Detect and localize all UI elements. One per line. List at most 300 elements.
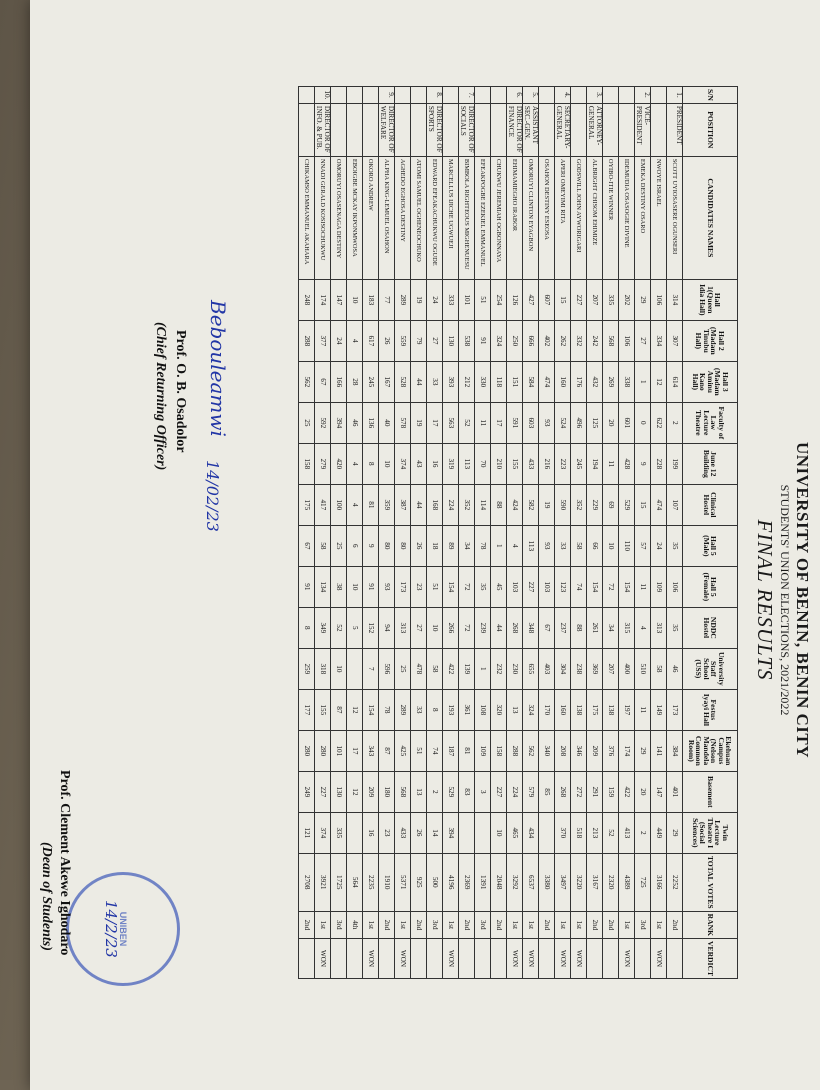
vote-cell: 125 [587, 402, 603, 443]
vote-cell: 1 [491, 525, 507, 566]
vote-cell: 422 [443, 648, 459, 689]
verdict-cell [331, 939, 347, 979]
vote-cell: 170 [539, 689, 555, 730]
vote-cell: 175 [587, 689, 603, 730]
returning-officer-signature: Bebouleamwi [206, 300, 230, 437]
vote-cell: 524 [555, 402, 571, 443]
vote-cell: 81 [363, 484, 379, 525]
rank-cell: 2nd [379, 911, 395, 938]
vote-cell: 27 [635, 320, 651, 361]
vote-cell: 592 [315, 402, 331, 443]
column-header: Hall 5 (Female) [683, 566, 738, 607]
position-cell [491, 103, 507, 156]
vote-cell: 304 [555, 648, 571, 689]
vote-cell: 14 [427, 812, 443, 853]
table-row [363, 87, 379, 979]
vote-cell: 209 [587, 730, 603, 771]
vote-cell: 17 [347, 730, 363, 771]
vote-cell: 107 [667, 484, 683, 525]
vote-cell: 10 [331, 648, 347, 689]
vote-cell: 160 [555, 361, 571, 402]
vote-cell: 158 [491, 730, 507, 771]
position-cell [299, 103, 315, 156]
vote-cell: 88 [571, 607, 587, 648]
vote-cell: 207 [587, 279, 603, 320]
candidate-name-cell: APERI OMEYIMI RITA [555, 156, 571, 279]
verdict-cell: WON [523, 939, 539, 979]
table-row [459, 87, 475, 979]
serial-number-cell [539, 87, 555, 104]
vote-cell: 474 [651, 484, 667, 525]
rank-cell: 2nd [603, 911, 619, 938]
vote-cell: 228 [651, 443, 667, 484]
vote-cell: 13 [507, 689, 523, 730]
table-row [427, 87, 443, 979]
vote-cell: 384 [667, 730, 683, 771]
table-row [651, 87, 667, 979]
vote-cell: 100 [331, 484, 347, 525]
results-table [298, 86, 738, 979]
vote-cell: 0 [635, 402, 651, 443]
vote-cell: 538 [459, 320, 475, 361]
vote-cell: 83 [459, 771, 475, 812]
vote-cell: 330 [475, 361, 491, 402]
vote-cell: 138 [571, 689, 587, 730]
rank-cell: 1st [651, 911, 667, 938]
table-row [475, 87, 491, 979]
vote-cell: 44 [411, 361, 427, 402]
vote-cell: 2 [635, 812, 651, 853]
vote-cell: 67 [315, 361, 331, 402]
total-votes-cell: 725 [635, 853, 651, 911]
vote-cell: 223 [555, 443, 571, 484]
vote-cell: 279 [315, 443, 331, 484]
vote-cell: 434 [523, 812, 539, 853]
vote-cell: 80 [395, 525, 411, 566]
column-header: VERDICT [683, 939, 738, 979]
serial-number-cell: 6. [507, 87, 523, 104]
vote-cell: 24 [331, 320, 347, 361]
vote-cell: 187 [443, 730, 459, 771]
university-title: UNIVERSITY OF BENIN, BENIN CITY [793, 441, 812, 759]
position-cell [651, 103, 667, 156]
candidate-name-cell: OMORUYI OSASENAGA DESTINY [331, 156, 347, 279]
table-row [443, 87, 459, 979]
vote-cell: 52 [331, 607, 347, 648]
table-row [331, 87, 347, 979]
vote-cell: 173 [667, 689, 683, 730]
vote-cell: 239 [475, 607, 491, 648]
candidate-name-cell: ALPHA KING-LEMUEL OSAHON [379, 156, 395, 279]
vote-cell: 315 [619, 607, 635, 648]
rank-cell: 4th [347, 911, 363, 938]
vote-cell: 10 [603, 525, 619, 566]
vote-cell: 29 [667, 812, 683, 853]
position-cell [347, 103, 363, 156]
serial-number-cell: 7. [459, 87, 475, 104]
vote-cell: 44 [411, 484, 427, 525]
verdict-cell [411, 939, 427, 979]
dean-title: (Dean of Students) [39, 842, 54, 951]
column-header: Ekehuan Campus (Nelson Mandela Common Room) [683, 730, 738, 771]
vote-cell: 224 [507, 771, 523, 812]
vote-cell: 387 [395, 484, 411, 525]
serial-number-cell [475, 87, 491, 104]
candidate-name-cell: IDEMUDIA OSASOGIE DIVINE [619, 156, 635, 279]
vote-cell: 44 [491, 607, 507, 648]
position-cell: DIRECTOR OF SOCIALS [459, 103, 475, 156]
vote-cell: 29 [635, 730, 651, 771]
vote-cell: 11 [635, 566, 651, 607]
total-votes-cell: 2708 [299, 853, 315, 911]
total-votes-cell: 564 [347, 853, 363, 911]
vote-cell: 40 [379, 402, 395, 443]
candidate-name-cell: ATOMI SAMUEL OGHENEOCHUKO [411, 156, 427, 279]
candidate-name-cell: GODSWILL JOHN AYWORIGARI [571, 156, 587, 279]
vote-cell: 280 [299, 730, 315, 771]
vote-cell: 590 [555, 484, 571, 525]
serial-number-cell: 1. [667, 87, 683, 104]
vote-cell: 106 [667, 566, 683, 607]
vote-cell: 422 [619, 771, 635, 812]
table-row [347, 87, 363, 979]
vote-cell: 26 [379, 320, 395, 361]
vote-cell: 93 [539, 525, 555, 566]
serial-number-cell: 3. [587, 87, 603, 104]
vote-cell: 52 [603, 812, 619, 853]
vote-cell: 578 [395, 402, 411, 443]
rank-cell: 3rd [427, 911, 443, 938]
position-cell [395, 103, 411, 156]
verdict-cell: WON [443, 939, 459, 979]
vote-cell: 158 [299, 443, 315, 484]
vote-cell: 155 [315, 689, 331, 730]
vote-cell: 245 [363, 361, 379, 402]
position-cell: VICE-PRESIDENT [635, 103, 651, 156]
candidate-name-cell: BIMBOLA RIGHTEOUS MIGHENUESU [459, 156, 475, 279]
dean-name: Prof. Clement Akewe Ighodaro [57, 770, 72, 956]
verdict-cell: WON [363, 939, 379, 979]
vote-cell: 655 [523, 648, 539, 689]
vote-cell: 352 [459, 484, 475, 525]
vote-cell: 151 [507, 361, 523, 402]
vote-cell: 19 [411, 402, 427, 443]
vote-cell: 227 [523, 566, 539, 607]
vote-cell: 24 [651, 525, 667, 566]
vote-cell: 33 [427, 361, 443, 402]
column-header: Faculty of Law Lecture Theatre [683, 402, 738, 443]
vote-cell: 262 [555, 320, 571, 361]
vote-cell: 568 [603, 320, 619, 361]
vote-cell: 15 [555, 279, 571, 320]
vote-cell: 332 [571, 320, 587, 361]
vote-cell: 28 [347, 361, 363, 402]
vote-cell: 155 [507, 443, 523, 484]
vote-cell: 193 [443, 689, 459, 730]
vote-cell: 529 [443, 771, 459, 812]
vote-cell: 154 [619, 566, 635, 607]
vote-cell: 288 [299, 320, 315, 361]
results-sheet [30, 0, 820, 1090]
vote-cell: 370 [555, 812, 571, 853]
vote-cell: 10 [491, 812, 507, 853]
results-heading: FINAL RESULTS [753, 519, 777, 681]
vote-cell: 420 [331, 443, 347, 484]
verdict-cell: WON [619, 939, 635, 979]
vote-cell: 123 [555, 566, 571, 607]
rank-cell: 1st [619, 911, 635, 938]
verdict-cell [459, 939, 475, 979]
vote-cell: 78 [379, 689, 395, 730]
vote-cell: 343 [363, 730, 379, 771]
vote-cell: 93 [379, 566, 395, 607]
vote-cell: 147 [651, 771, 667, 812]
table-row [379, 87, 395, 979]
vote-cell: 349 [315, 607, 331, 648]
table-row [507, 87, 523, 979]
verdict-cell [299, 939, 315, 979]
vote-cell: 121 [299, 812, 315, 853]
vote-cell: 478 [411, 648, 427, 689]
table-row [555, 87, 571, 979]
total-votes-cell: 2235 [363, 853, 379, 911]
vote-cell: 177 [299, 689, 315, 730]
vote-cell: 10 [379, 443, 395, 484]
vote-cell: 314 [667, 279, 683, 320]
vote-cell: 10 [347, 566, 363, 607]
vote-cell: 1 [635, 361, 651, 402]
position-cell [443, 103, 459, 156]
vote-cell: 23 [411, 566, 427, 607]
vote-cell: 210 [491, 443, 507, 484]
position-cell: DIRECTOR OF FINANCE [507, 103, 523, 156]
vote-cell: 2 [667, 402, 683, 443]
vote-cell: 4 [347, 484, 363, 525]
vote-cell: 425 [395, 730, 411, 771]
vote-cell: 19 [411, 279, 427, 320]
vote-cell: 72 [603, 566, 619, 607]
vote-cell: 138 [603, 689, 619, 730]
verdict-cell: WON [315, 939, 331, 979]
vote-cell: 45 [491, 566, 507, 607]
total-votes-cell: 3921 [315, 853, 331, 911]
vote-cell: 15 [635, 484, 651, 525]
table-row [315, 87, 331, 979]
position-cell [363, 103, 379, 156]
candidate-name-cell: OSAHON DESTINY ESEOSA [539, 156, 555, 279]
position-cell: DIRECTOR OF SPORTS [427, 103, 443, 156]
total-votes-cell: 3380 [539, 853, 555, 911]
vote-cell: 103 [507, 566, 523, 607]
table-row [635, 87, 651, 979]
verdict-cell [635, 939, 651, 979]
official-stamp [66, 872, 180, 986]
vote-cell: 23 [379, 812, 395, 853]
rank-cell: 2nd [667, 911, 683, 938]
vote-cell: 160 [555, 689, 571, 730]
candidate-name-cell: EDWARD EFEAKACHUKWU OGUDE [427, 156, 443, 279]
vote-cell: 601 [619, 402, 635, 443]
column-header: RANK [683, 911, 738, 938]
vote-cell: 5 [347, 607, 363, 648]
position-cell: DIRECTOR OF INFO. & PUB. [315, 103, 331, 156]
vote-cell: 424 [507, 484, 523, 525]
verdict-cell [347, 939, 363, 979]
total-votes-cell: 5371 [395, 853, 411, 911]
verdict-cell [603, 939, 619, 979]
vote-cell: 11 [475, 402, 491, 443]
vote-cell: 666 [523, 320, 539, 361]
vote-cell: 563 [443, 402, 459, 443]
vote-cell: 249 [299, 771, 315, 812]
table-row [603, 87, 619, 979]
vote-cell: 269 [603, 361, 619, 402]
vote-cell: 88 [491, 484, 507, 525]
vote-cell: 394 [443, 812, 459, 853]
vote-cell: 66 [587, 525, 603, 566]
vote-cell: 369 [587, 648, 603, 689]
vote-cell: 318 [315, 648, 331, 689]
vote-cell [475, 812, 491, 853]
vote-cell: 58 [651, 648, 667, 689]
vote-cell: 106 [651, 279, 667, 320]
vote-cell: 35 [667, 525, 683, 566]
serial-number-cell [347, 87, 363, 104]
vote-cell: 11 [603, 443, 619, 484]
vote-cell [347, 812, 363, 853]
vote-cell: 109 [475, 730, 491, 771]
vote-cell: 245 [571, 443, 587, 484]
vote-cell: 614 [667, 361, 683, 402]
serial-number-cell: 9. [379, 87, 395, 104]
rank-cell: 3rd [475, 911, 491, 938]
vote-cell: 87 [331, 689, 347, 730]
vote-cell: 238 [571, 648, 587, 689]
vote-cell [459, 812, 475, 853]
vote-cell: 324 [491, 320, 507, 361]
vote-cell: 449 [651, 812, 667, 853]
rank-cell: 3rd [635, 911, 651, 938]
vote-cell: 101 [331, 730, 347, 771]
returning-officer-title: (Chief Returning Officer) [153, 322, 168, 471]
vote-cell: 81 [459, 730, 475, 771]
position-cell: PRESIDENT [667, 103, 683, 156]
vote-cell: 361 [459, 689, 475, 730]
vote-cell: 4 [507, 525, 523, 566]
vote-cell: 313 [395, 607, 411, 648]
vote-cell: 126 [507, 279, 523, 320]
vote-cell: 227 [315, 771, 331, 812]
vote-cell: 118 [491, 361, 507, 402]
vote-cell: 8 [363, 443, 379, 484]
vote-cell: 51 [427, 566, 443, 607]
vote-cell: 154 [363, 689, 379, 730]
vote-cell: 18 [427, 525, 443, 566]
vote-cell: 199 [667, 443, 683, 484]
position-cell [603, 103, 619, 156]
rank-cell: 1st [315, 911, 331, 938]
total-votes-cell: 2320 [603, 853, 619, 911]
vote-cell: 10 [427, 607, 443, 648]
verdict-cell: WON [555, 939, 571, 979]
column-header: NDDC Hostel [683, 607, 738, 648]
vote-cell: 52 [459, 402, 475, 443]
vote-cell: 8 [299, 607, 315, 648]
vote-cell: 374 [315, 812, 331, 853]
vote-cell: 280 [315, 730, 331, 771]
vote-cell: 25 [331, 525, 347, 566]
vote-cell: 272 [571, 771, 587, 812]
vote-cell: 335 [331, 812, 347, 853]
vote-cell: 69 [603, 484, 619, 525]
rank-cell: 1st [555, 911, 571, 938]
position-cell: ASSISTANT SEC.-GEN. [523, 103, 539, 156]
vote-cell: 393 [443, 361, 459, 402]
vote-cell: 559 [395, 320, 411, 361]
vote-cell: 12 [347, 771, 363, 812]
column-header: TOTAL VOTES [683, 853, 738, 911]
vote-cell: 374 [395, 443, 411, 484]
vote-cell: 20 [635, 771, 651, 812]
vote-cell: 46 [667, 648, 683, 689]
vote-cell: 213 [587, 812, 603, 853]
vote-cell: 510 [635, 648, 651, 689]
vote-cell: 288 [507, 730, 523, 771]
vote-cell: 496 [571, 402, 587, 443]
vote-cell: 11 [635, 689, 651, 730]
vote-cell [539, 812, 555, 853]
vote-cell: 579 [523, 771, 539, 812]
serial-number-cell [619, 87, 635, 104]
vote-cell: 72 [459, 566, 475, 607]
verdict-cell [587, 939, 603, 979]
vote-cell: 209 [363, 771, 379, 812]
vote-cell: 335 [603, 279, 619, 320]
vote-cell: 77 [379, 279, 395, 320]
vote-cell: 33 [411, 689, 427, 730]
candidate-name-cell: EBOIGBE MCKAY IKPONMWOSA [347, 156, 363, 279]
total-votes-cell: 925 [411, 853, 427, 911]
vote-cell: 72 [459, 607, 475, 648]
vote-cell: 79 [411, 320, 427, 361]
rank-cell: 1st [571, 911, 587, 938]
table-row [587, 87, 603, 979]
vote-cell: 254 [491, 279, 507, 320]
vote-cell: 67 [539, 607, 555, 648]
verdict-cell [539, 939, 555, 979]
vote-cell: 596 [379, 648, 395, 689]
column-header: Clinical Hostel [683, 484, 738, 525]
serial-number-cell [411, 87, 427, 104]
vote-cell: 433 [395, 812, 411, 853]
serial-number-cell [443, 87, 459, 104]
total-votes-cell: 2048 [491, 853, 507, 911]
vote-cell: 333 [443, 279, 459, 320]
column-header: CANDIDATES NAMES [683, 156, 738, 279]
rank-cell: 2nd [491, 911, 507, 938]
vote-cell: 91 [475, 320, 491, 361]
verdict-cell [379, 939, 395, 979]
total-votes-cell: 2369 [459, 853, 475, 911]
candidate-name-cell: ALBRIGHT CHISOM EHIMIZE [587, 156, 603, 279]
vote-cell: 70 [475, 443, 491, 484]
vote-cell: 622 [651, 402, 667, 443]
table-header-row [683, 87, 738, 979]
rank-cell: 1st [523, 911, 539, 938]
serial-number-cell [571, 87, 587, 104]
vote-cell: 224 [443, 484, 459, 525]
vote-cell: 346 [571, 730, 587, 771]
